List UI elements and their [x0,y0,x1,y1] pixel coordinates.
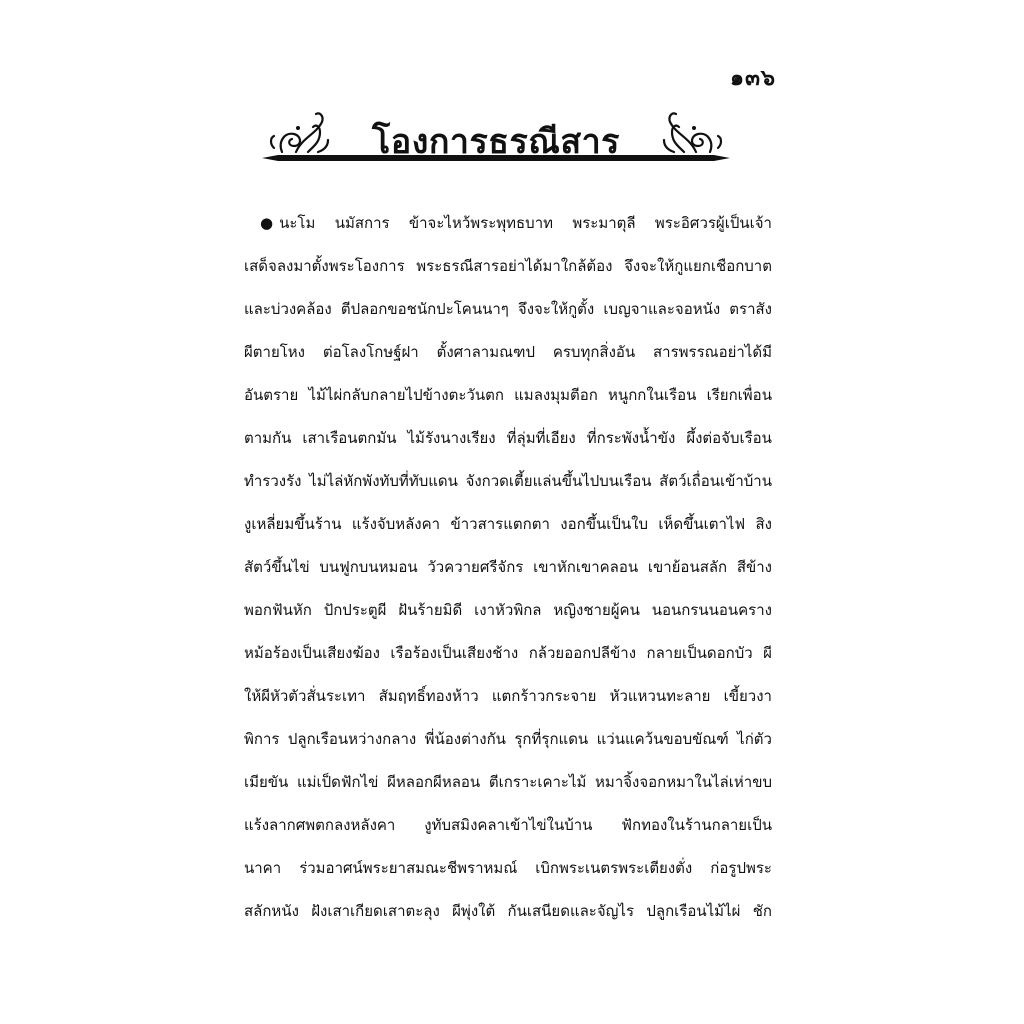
page-number: ๑๓๖ [730,66,776,91]
text-word: กล้วยออกปลีข้าง [528,644,637,662]
text-word: สีข้าง [736,558,772,576]
text-word: ผีพุ่งใต้ [452,902,496,920]
text-word: เห็ดขึ้นเตาไฟ [658,515,746,533]
text-word: ข้าจะไหว้พระพุทธบาท [408,214,554,232]
text-word: เบญจาและจอหนัง [603,300,721,318]
text-word: เงาหัวพิกล [474,601,542,619]
text-word: ไม่ไล่หักพังทับที่ทับแดน [309,472,458,490]
text-line [244,335,772,378]
text-word: แม่เป็ดฟักไข่ [296,773,379,791]
text-word: อันตราย [244,386,299,404]
text-word: นมัสการ [334,214,390,232]
text-word: นะโม [279,214,316,232]
text-word: จังกวดเตี้ยแล่นขึ้นไปบนเรือน [465,472,652,490]
text-word: ปลูกเรือนหว่างกลาง [287,730,417,748]
text-word: กันเสนียดและจัญไร [507,902,635,920]
body-paragraph [244,206,772,937]
text-word: บนฟูกบนหมอน [319,558,418,576]
text-word: เสาเรือนตกมัน [302,429,397,447]
text-line [244,765,772,808]
text-word: ปักประตูผี [323,601,387,619]
text-word: ทำรวงรัง [244,472,302,490]
text-line [244,679,772,722]
text-line [244,894,772,937]
text-word: ตีปลอกขอชนักปะโคนนาๆ [340,300,509,318]
text-word: ไม้รังนางเรียง [407,429,496,447]
text-word: ฝังเสาเกียดเสาตะลุง [311,902,440,920]
text-word: นาคา [244,859,282,877]
text-word: ข้าวสารแตกตา [450,515,550,533]
text-line [244,851,772,894]
text-word: หญิงชายผู้คน [553,601,640,619]
text-word: พิการ [244,730,280,748]
text-word: ตีเกราะเคาะไม้ [488,773,587,791]
text-word: เบิกพระเนตรพระเตียงตั่ง [535,859,693,877]
text-word: พระธรณีสารอย่าได้มาใกล้ต้อง [416,257,613,275]
text-word: งูเหลี่ยมขึ้นร้าน [244,515,342,533]
text-line [244,808,772,851]
text-word: และบ่วงคล้อง [244,300,332,318]
text-word: งูทับสมิงคลาเข้าไข่ในบ้าน [424,816,593,834]
text-word: ปลูกเรือนไม้ไผ่ [646,902,741,920]
text-word: แตกร้าวกระจาย [491,687,597,705]
text-word: ให้ผีหัวตัวสั่นระเทา [244,687,366,705]
text-word: เรือร้องเป็นเสียงช้าง [390,644,519,662]
text-word: ผี [763,644,772,662]
text-line [244,636,772,679]
text-line [244,421,772,464]
text-word: ฝันร้ายมิดี [398,601,463,619]
text-word: ฟักทองในร้านกลายเป็น [621,816,772,834]
text-word: เขาหักเขาคลอน [533,558,639,576]
text-word: หมาจิ้งจอกหมาในไล่เห่าขบ [595,773,772,791]
text-line [244,206,772,249]
text-word: ร่วมอาศน์พระยาสมณะชีพราหมณ์ [299,859,518,877]
text-word: รุกที่รุกแดน [514,730,589,748]
text-word: ผีหลอกผีหลอน [387,773,481,791]
text-word: เขาย้อนสลัก [647,558,728,576]
text-word: แมลงมุมตีอก [514,386,598,404]
text-word: สัมฤทธิ์ทองห้าว [378,687,479,705]
text-word: สิง [755,515,772,533]
text-word: สารพรรณอย่าได้มี [653,343,772,361]
text-word: พอกฟันหัก [244,601,312,619]
text-word: พระอิศวรผู้เป็นเจ้า [654,214,772,232]
text-word: ไม้ไผ่กลับกลายไปข้างตะวันตก [308,386,504,404]
text-word: ชัก [752,902,772,920]
text-word: ต่อโลงโกษฐ์ฝา [322,343,419,361]
text-word: ผึ้งต่อจับเรือน [686,429,772,447]
text-word: กลายเป็นดอกบัว [646,644,753,662]
text-word: แร้งลากศพตกลงหลังคา [244,816,396,834]
text-line [244,593,772,636]
text-word: ตั้งศาลามณฑป [436,343,535,361]
title-banner [258,108,734,170]
text-word: เมียขัน [244,773,289,791]
text-word: จึงจะให้กูแยกเชือกบาต [624,257,772,275]
text-word: ไก่ตัว [737,730,772,748]
first-word-with-bullet [260,206,315,249]
text-line [244,507,772,550]
text-word: หนูกกในเรือน [608,386,697,404]
text-word: วัวควายศรีจักร [427,558,524,576]
bullet-icon: ● [260,214,274,232]
text-word: เขี้ยวงา [723,687,772,705]
text-word: พี่น้องต่างกัน [424,730,506,748]
text-word: ตามกัน [244,429,292,447]
text-word: ตราสัง [729,300,772,318]
text-line [244,722,772,765]
text-word: สัตว์ขึ้นไข่ [244,558,310,576]
text-word: เรียกเพื่อน [706,386,772,404]
text-line [244,378,772,421]
text-line [244,464,772,507]
text-word: นอนกรนนอนคราง [651,601,772,619]
text-word: ที่ลุ่มที่เอียง [506,429,576,447]
text-word: ก่อรูปพระ [710,859,772,877]
text-line [244,249,772,292]
text-word: สัตว์เถื่อนเข้าบ้าน [659,472,772,490]
text-word: จึงจะให้กูตั้ง [517,300,595,318]
text-word: ครบทุกสิ่งอัน [552,343,636,361]
text-word: แว่นแคว้นขอบขัณฑ์ [596,730,729,748]
text-word: สลักหนัง [244,902,299,920]
text-word: ที่กระพังน้ำขัง [586,429,676,447]
text-word: ผีตายโหง [244,343,306,361]
text-word: หม้อร้องเป็นเสียงฆ้อง [244,644,380,662]
text-line [244,550,772,593]
text-word: พระมาตุลี [572,214,636,232]
text-word: เสด็จลงมาตั้งพระโองการ [244,257,405,275]
text-word: งอกขึ้นเป็นใบ [560,515,648,533]
text-word: หัวแหวนทะลาย [609,687,711,705]
text-line [244,292,772,335]
page-title: โองการธรณีสาร [372,122,620,162]
text-word: แร้งจับหลังคา [351,515,441,533]
